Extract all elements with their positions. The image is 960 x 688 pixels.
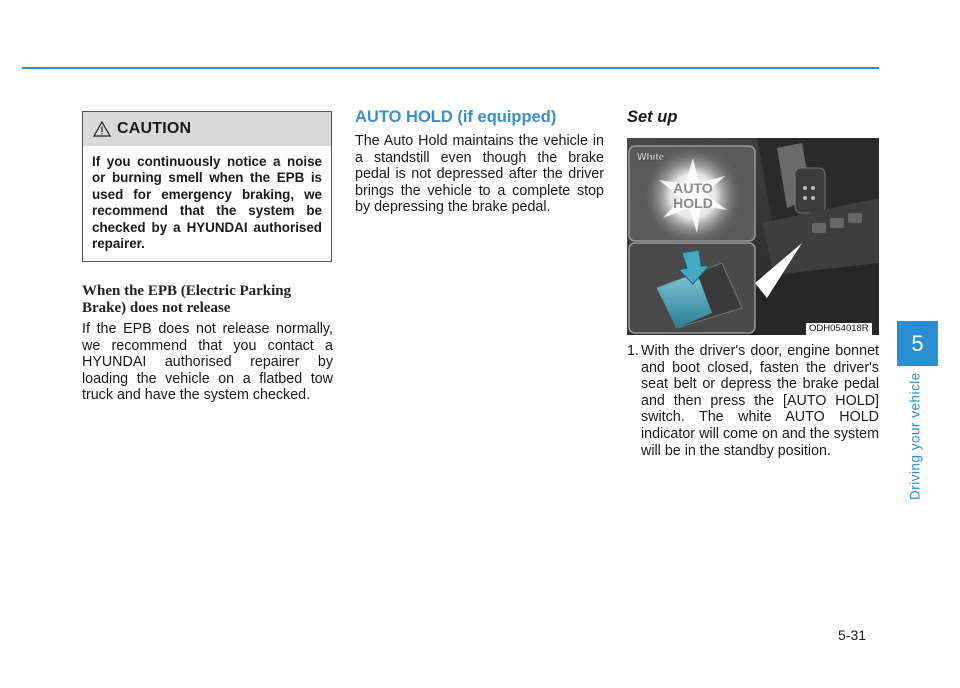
step-1 xyxy=(627,343,879,459)
epb-release-heading: When the EPB (Electric Parking Brake) does not release xyxy=(82,283,292,316)
setup-title: Set up xyxy=(627,108,678,126)
chapter-title: Driving your vehicle xyxy=(907,372,923,500)
image-code: ODH054018R xyxy=(806,323,872,335)
step-number: 1. xyxy=(627,343,639,359)
chapter-tab: 5 xyxy=(897,321,938,366)
auto-hold-title: AUTO HOLD (if equipped) xyxy=(355,108,557,126)
step-text: With the driver's door, engine bonnet and boot closed, fasten the driver's seat belt or depress the brake pedal and then press the [AUTO HOLD] switch. The white AUTO HOLD indicator will come on and the system will be in the standby position. xyxy=(641,343,879,459)
top-rule xyxy=(22,67,879,69)
auto-hold-glow-line2: HOLD xyxy=(673,195,713,211)
auto-hold-text: The Auto Hold maintains the vehicle in a standstill even though the brake pedal is not depressed after the driver brings the vehicle to a complete stop by depressing the brake pedal. xyxy=(355,133,604,216)
page-number: 5-31 xyxy=(838,627,867,643)
caution-title: CAUTION xyxy=(117,120,192,137)
auto-hold-glow-line1: AUTO xyxy=(673,180,713,196)
auto-hold-photo xyxy=(627,138,879,335)
caution-box xyxy=(82,111,332,262)
warning-triangle-icon xyxy=(93,121,111,137)
caution-header xyxy=(83,112,331,146)
inset-white-label: White xyxy=(637,152,665,163)
caution-text: If you continuously notice a noise or burning smell when the EPB is used for emergency braking, we recommend that the system be checked by a HYUNDAI authorised repairer. xyxy=(92,154,322,252)
epb-release-text: If the EPB does not release normally, we recommend that you contact a HYUNDAI authorised repairer by loading the vehicle on a flatbed tow truck and have the system checked. xyxy=(82,321,333,404)
